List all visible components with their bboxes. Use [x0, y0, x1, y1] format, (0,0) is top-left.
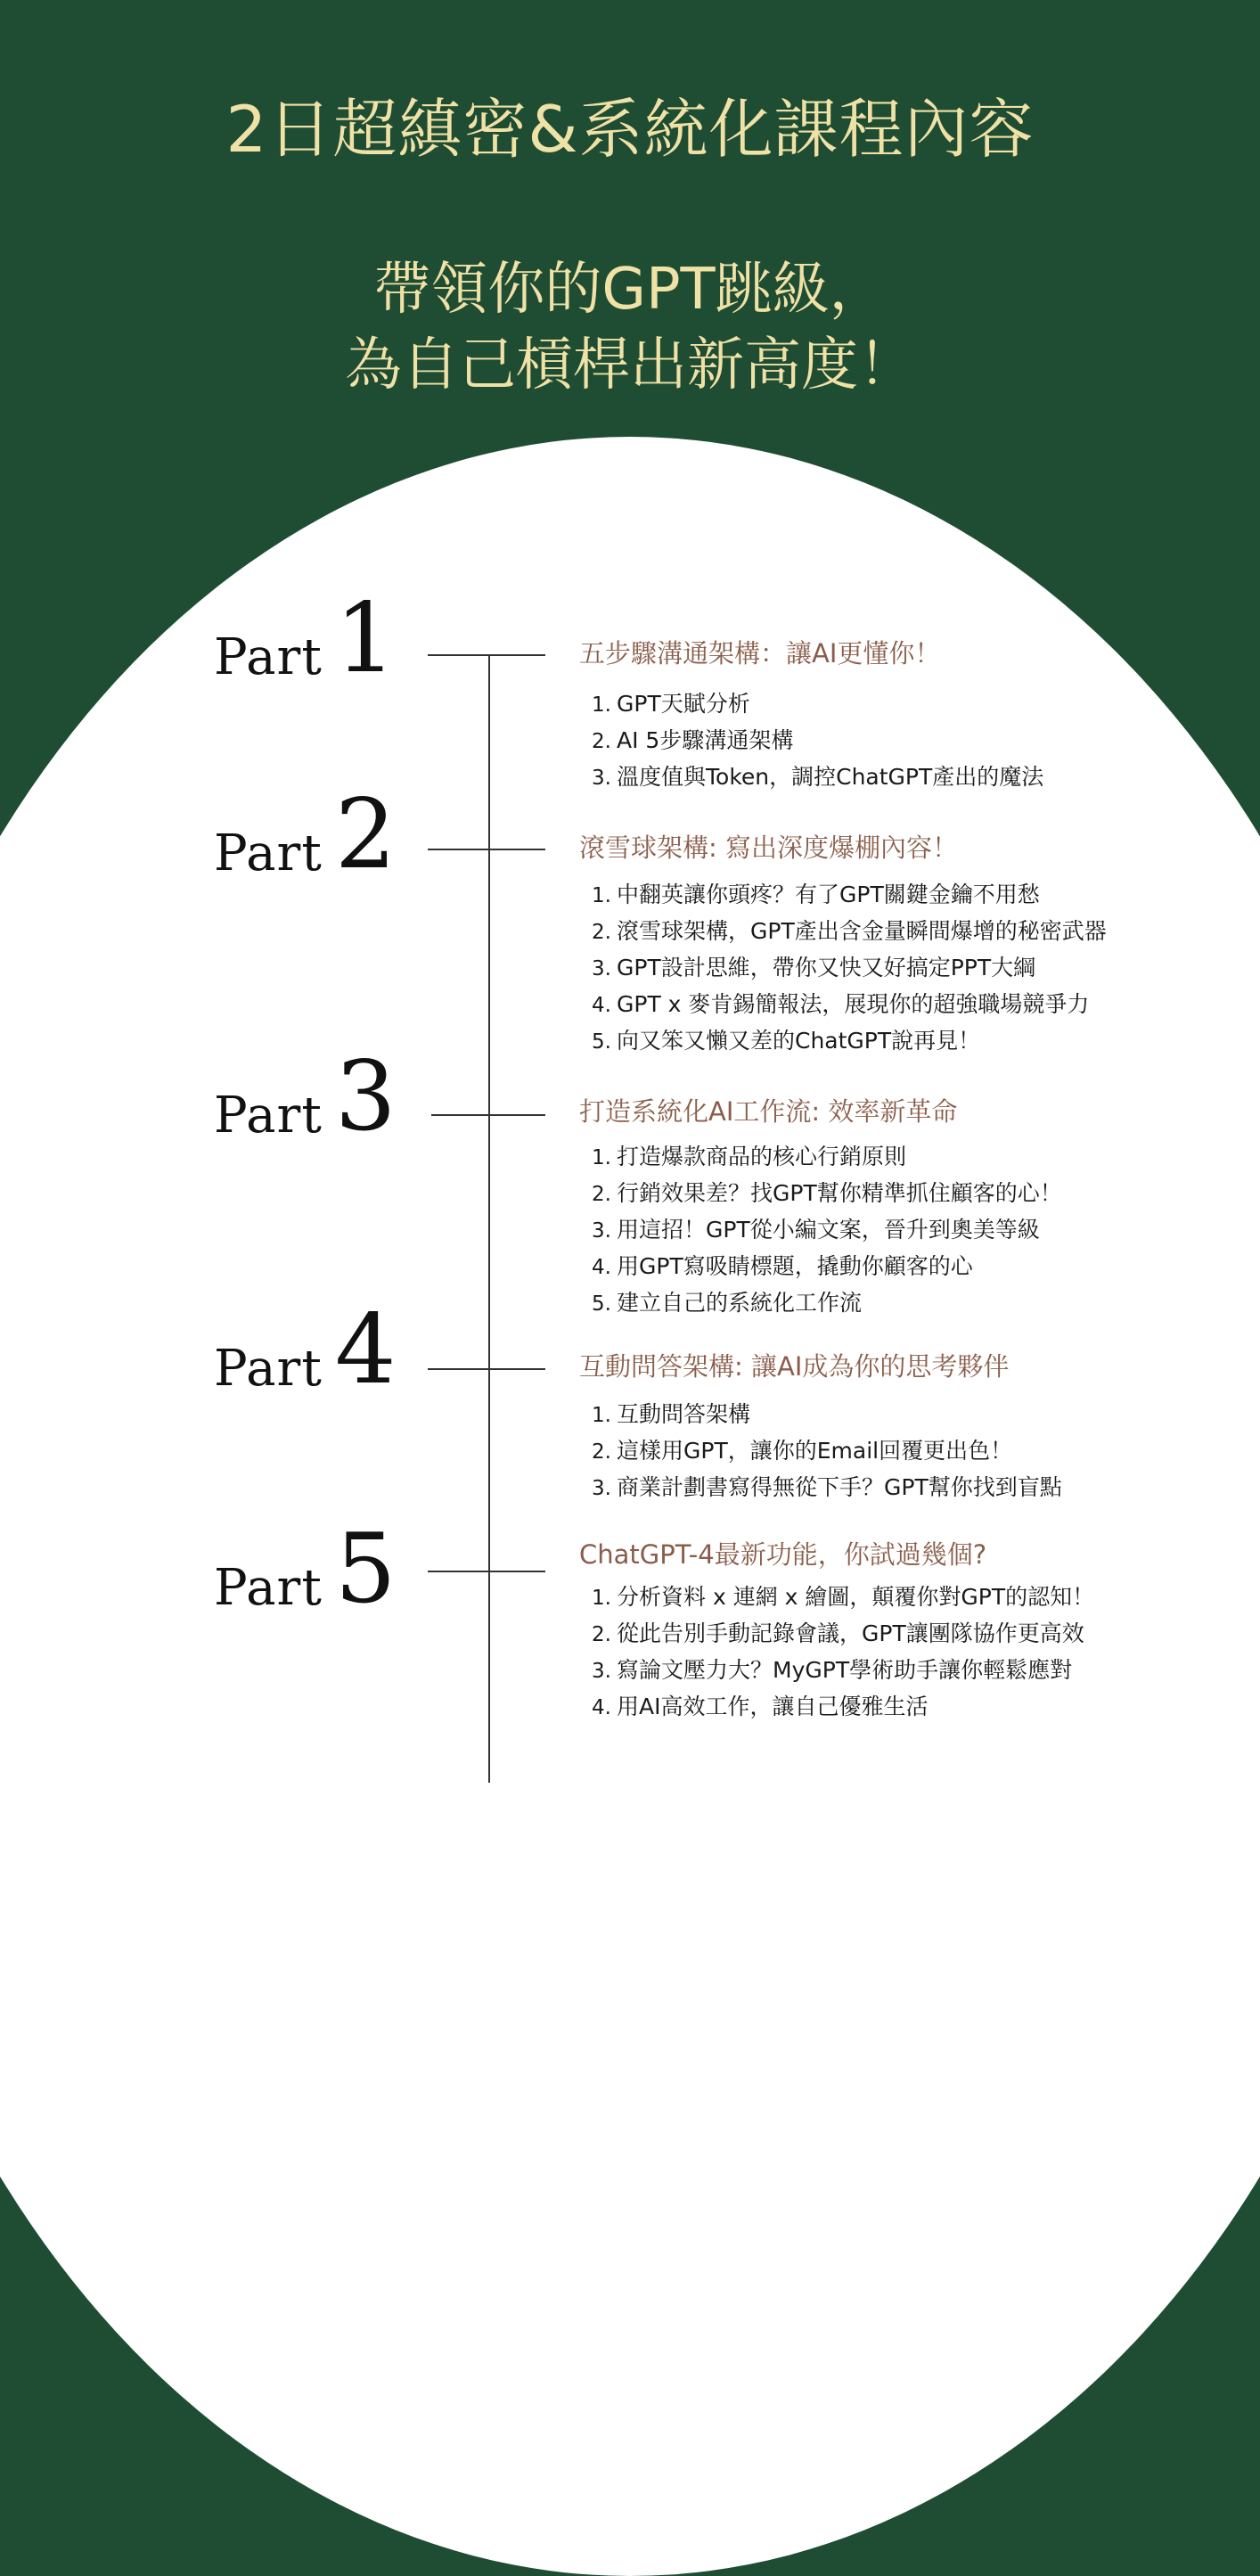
- timeline-tick: [428, 1571, 545, 1572]
- section-item-list: [592, 1139, 1062, 1322]
- part-2-label: [214, 778, 397, 890]
- part-number: 4: [334, 1293, 397, 1406]
- section-title: 打造系統化AI工作流: 效率新革命: [579, 1096, 958, 1127]
- part-word: Part: [214, 824, 323, 882]
- item-number: 1.: [592, 1587, 611, 1610]
- item-number: 2.: [592, 1183, 611, 1206]
- item-number: 2.: [592, 730, 611, 753]
- item-number: 5.: [592, 1030, 611, 1054]
- list-item: [592, 1653, 1094, 1689]
- item-number: 3.: [592, 957, 611, 980]
- section-title: 滾雪球架構: 寫出深度爆棚內容！: [579, 833, 958, 863]
- list-item: [592, 914, 1107, 950]
- item-text: 行銷效果差？找GPT幫你精準抓住顧客的心！: [617, 1180, 1062, 1206]
- item-text: 溫度值與Token，調控ChatGPT產出的魔法: [617, 764, 1044, 790]
- item-text: 寫論文壓力大？MyGPT學術助手讓你輕鬆應對: [617, 1657, 1073, 1683]
- part-word: Part: [214, 1340, 323, 1398]
- list-item: [592, 1023, 1107, 1060]
- list-item: [592, 1433, 1062, 1470]
- item-text: 滾雪球架構，GPT產出含金量瞬間爆增的秘密武器: [617, 918, 1107, 944]
- item-text: 從此告別手動記錄會議，GPT讓團隊協作更高效: [617, 1620, 1084, 1646]
- item-number: 1.: [592, 884, 611, 907]
- part-5-label: [214, 1513, 397, 1625]
- list-item: [592, 950, 1107, 987]
- item-number: 3.: [592, 1477, 611, 1500]
- section-item-list: [592, 877, 1107, 1060]
- subtitle-line-1: 帶領你的GPT跳級，: [373, 257, 887, 323]
- item-number: 3.: [592, 1219, 611, 1243]
- part-4-label: [214, 1293, 397, 1406]
- list-item: [592, 1249, 1062, 1285]
- item-text: GPT天賦分析: [617, 691, 750, 717]
- section-item-list: [592, 686, 1043, 796]
- item-number: 4.: [592, 994, 611, 1017]
- list-item: [592, 1579, 1094, 1616]
- item-text: 用AI高效工作，讓自己優雅生活: [617, 1694, 929, 1719]
- section-item-list: [592, 1397, 1062, 1506]
- list-item: [592, 1212, 1062, 1249]
- item-text: 向又笨又懶又差的ChatGPT說再見！: [617, 1028, 981, 1054]
- item-text: 建立自己的系統化工作流: [617, 1290, 863, 1316]
- item-text: AI 5步驟溝通架構: [617, 727, 794, 753]
- item-number: 5.: [592, 1292, 611, 1316]
- timeline-vertical-line: [488, 655, 490, 1783]
- part-number: 3: [334, 1040, 397, 1153]
- item-text: GPT設計思維，帶你又快又好搞定PPT大綱: [617, 955, 1036, 980]
- item-text: 用這招！GPT從小編文案，晉升到奧美等級: [617, 1217, 1040, 1243]
- page-title: 2日超縝密&系統化課程內容: [225, 92, 1035, 167]
- timeline-tick: [431, 1114, 545, 1116]
- part-number: 5: [334, 1513, 397, 1625]
- item-text: 打造爆款商品的核心行銷原則: [617, 1144, 907, 1169]
- item-text: 用GPT寫吸睛標題，撬動你顧客的心: [617, 1253, 973, 1279]
- item-text: 分析資料 x 連網 x 繪圖，顛覆你對GPT的認知！: [617, 1584, 1095, 1610]
- item-text: 互動問答架構: [617, 1401, 751, 1427]
- list-item: [592, 987, 1107, 1023]
- list-item: [592, 723, 1043, 759]
- timeline-tick: [428, 654, 545, 656]
- subtitle-line-2: 為自己槓桿出新高度！: [345, 332, 915, 398]
- list-item: [592, 759, 1043, 796]
- list-item: [592, 1139, 1062, 1176]
- item-text: 商業計劃書寫得無從下手？GPT幫你找到盲點: [617, 1474, 1062, 1500]
- part-number: 1: [334, 582, 397, 694]
- item-number: 4.: [592, 1256, 611, 1279]
- list-item: [592, 1689, 1094, 1726]
- item-number: 3.: [592, 1660, 611, 1683]
- section-item-list: [592, 1579, 1094, 1726]
- list-item: [592, 1176, 1062, 1212]
- item-number: 2.: [592, 1623, 611, 1646]
- item-number: 1.: [592, 693, 611, 717]
- list-item: [592, 1285, 1062, 1322]
- list-item: [592, 877, 1107, 914]
- item-text: 中翻英讓你頭疼？有了GPT關鍵金鑰不用愁: [617, 882, 1040, 907]
- list-item: [592, 1397, 1062, 1433]
- item-text: 這樣用GPT，讓你的Email回覆更出色！: [617, 1438, 1013, 1464]
- item-number: 1.: [592, 1404, 611, 1427]
- section-title: ChatGPT-4最新功能，你試過幾個?: [579, 1539, 987, 1570]
- list-item: [592, 1616, 1094, 1653]
- item-number: 4.: [592, 1696, 611, 1719]
- part-word: Part: [214, 628, 323, 686]
- part-word: Part: [214, 1559, 323, 1617]
- item-number: 1.: [592, 1146, 611, 1169]
- item-number: 2.: [592, 921, 611, 944]
- timeline-tick: [428, 849, 545, 850]
- part-1-label: [214, 582, 397, 694]
- list-item: [592, 686, 1043, 723]
- item-number: 3.: [592, 767, 611, 790]
- item-number: 2.: [592, 1440, 611, 1464]
- section-title: 五步驟溝通架構：讓AI更懂你！: [579, 638, 941, 669]
- part-3-label: [214, 1040, 397, 1153]
- section-title: 互動問答架構: 讓AI成為你的思考夥伴: [579, 1351, 1010, 1382]
- part-number: 2: [334, 778, 397, 890]
- part-word: Part: [214, 1087, 323, 1144]
- list-item: [592, 1470, 1062, 1506]
- timeline-tick: [428, 1368, 545, 1370]
- item-text: GPT x 麥肯錫簡報法，展現你的超強職場競爭力: [617, 991, 1090, 1017]
